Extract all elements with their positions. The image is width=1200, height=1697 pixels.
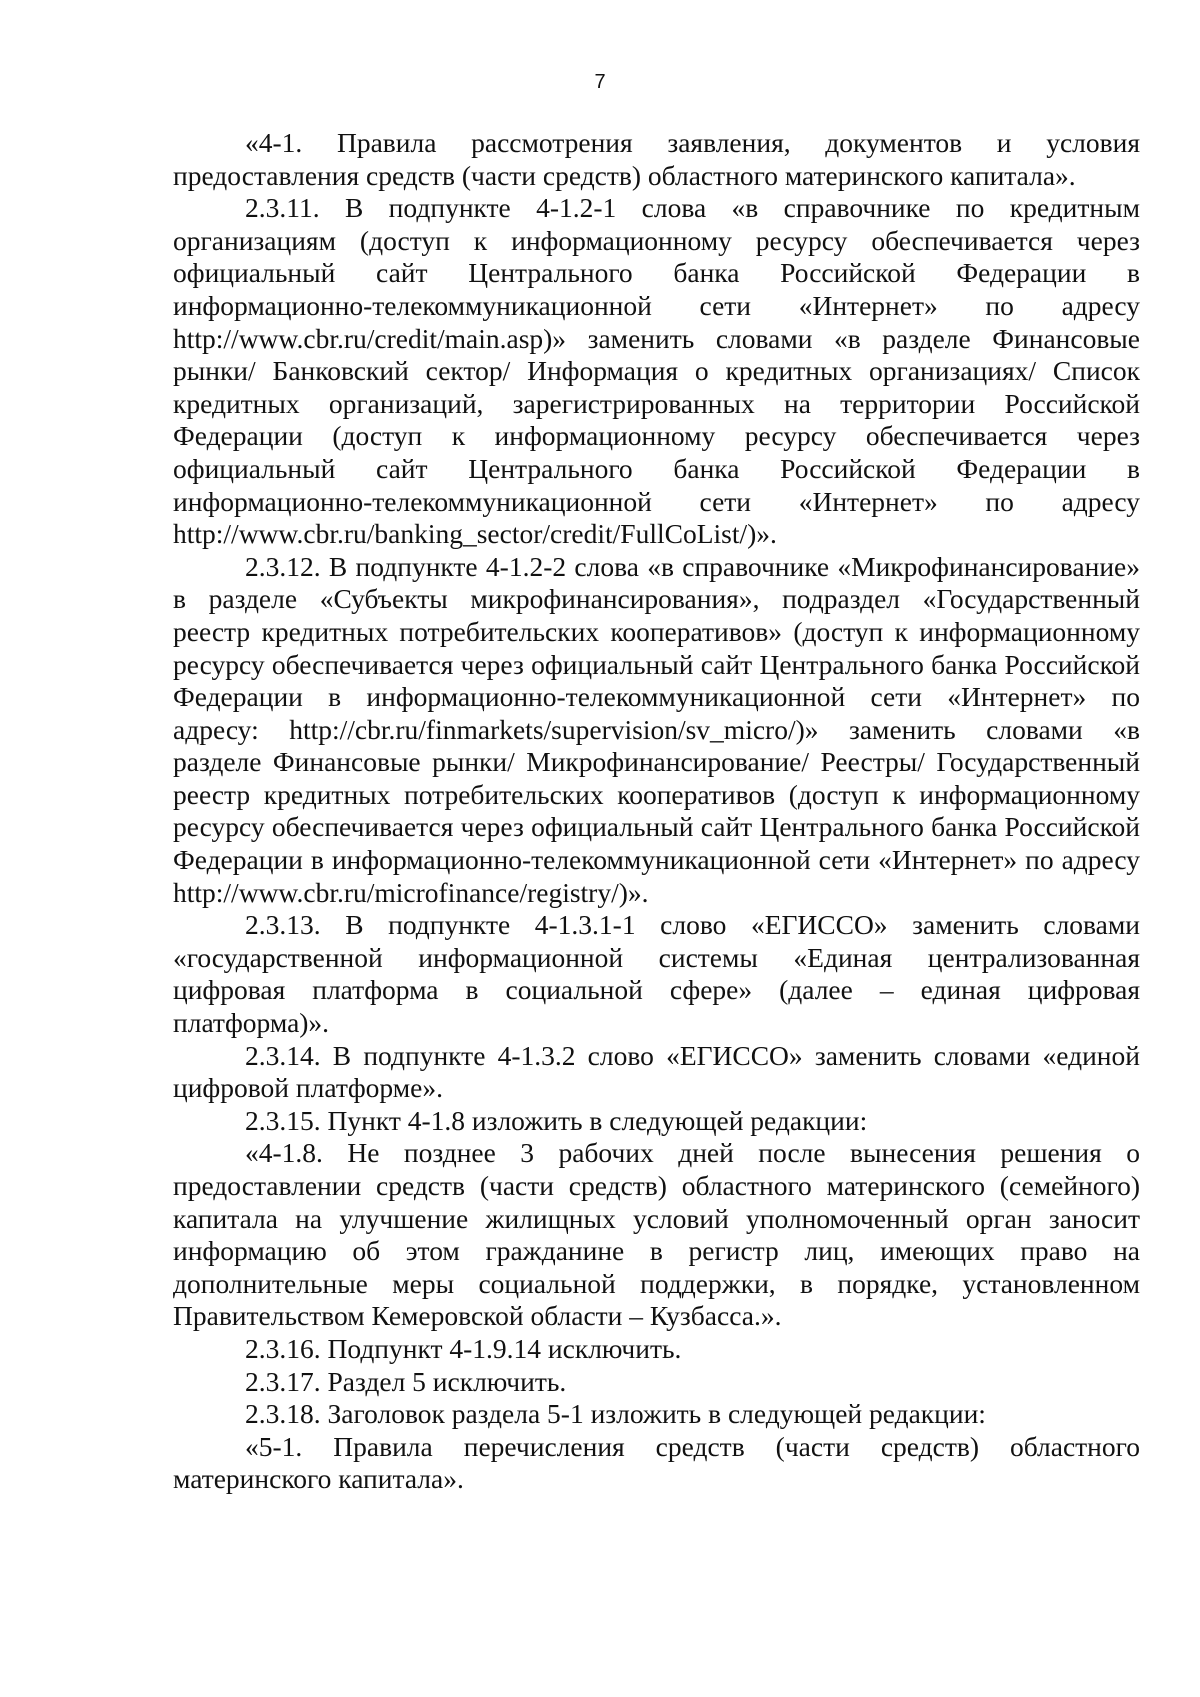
paragraph-2-3-16: 2.3.16. Подпункт 4-1.9.14 исключить. (245, 1332, 682, 1364)
document-body (173, 127, 1140, 1496)
paragraph-section-title-5-1: «5-1. Правила перечисления средств (части средств) областного материнского капитала». (173, 1430, 1140, 1495)
page-number: 7 (594, 71, 606, 93)
paragraph-section-title-4-1: «4-1. Правила рассмотрения заявления, документов и условия предоставления средств (части средств) областного материнского капитала». (173, 127, 1140, 191)
paragraph-2-3-12: 2.3.12. В подпункте 4-1.2-2 слова «в справочнике «Микрофинансирование» в разделе «Субъекты микрофинансирования», подраздел «Государственный реестр кредитных потребительских кооперативов» (доступ к информационному ресурсу обеспечивается через официальный сайт Центрального банка Российской Федерации в информационно-телекоммуникационной сети «Интернет» по адресу: http://cbr.ru/finmarkets/supervision/sv_micro/)» заменить словами «в разделе Финансовые рынки/ Микрофинансирование/ Реестры/ Государственный реестр кредитных потребительских кооперативов (доступ к информационному ресурсу обеспечивается через официальный сайт Центрального банка Российской Федерации в информационно-телекоммуникационной сети «Интернет» по адресу http://www.cbr.ru/microfinance/registry/)». (173, 550, 1140, 908)
paragraph-2-3-15: 2.3.15. Пункт 4-1.8 изложить в следующей редакции: (245, 1104, 868, 1136)
paragraph-2-3-13: 2.3.13. В подпункте 4-1.3.1-1 слово «ЕГИССО» заменить словами «государственной информационной системы «Единая централизованная цифровая платформа в социальной сфере» (далее – единая цифровая платформа)». (173, 909, 1140, 1039)
paragraph-2-3-17: 2.3.17. Раздел 5 исключить. (245, 1365, 567, 1397)
paragraph-4-1-8-text: «4-1.8. Не позднее 3 рабочих дней после вынесения решения о предоставлении средств (части средств) областного материнского (семейного) капитала на улучшение жилищных условий уполномоченный орган заносит информацию об этом гражданине в регистр лиц, имеющих право на дополнительные меры социальной поддержки, в порядке, установленном Правительством Кемеровской области – Кузбасса.». (173, 1137, 1140, 1332)
paragraph-2-3-18: 2.3.18. Заголовок раздела 5-1 изложить в следующей редакции: (245, 1398, 986, 1430)
paragraph-2-3-11: 2.3.11. В подпункте 4-1.2-1 слова «в справочнике по кредитным организациям (доступ к информационному ресурсу обеспечивается через официальный сайт Центрального банка Российской Федерации в информационно-телекоммуникационной сети «Интернет» по адресу http://www.cbr.ru/credit/main.asp)» заменить словами «в разделе Финансовые рынки/ Банковский сектор/ Информация о кредитных организациях/ Список кредитных организаций, зарегистрированных на территории Российской Федерации (доступ к информационному ресурсу обеспечивается через официальный сайт Центрального банка Российской Федерации в информационно-телекоммуникационной сети «Интернет» по адресу http://www.cbr.ru/banking_sector/credit/FullCoList/)». (173, 192, 1140, 550)
paragraph-2-3-14: 2.3.14. В подпункте 4-1.3.2 слово «ЕГИССО» заменить словами «единой цифровой платформе». (173, 1039, 1140, 1104)
